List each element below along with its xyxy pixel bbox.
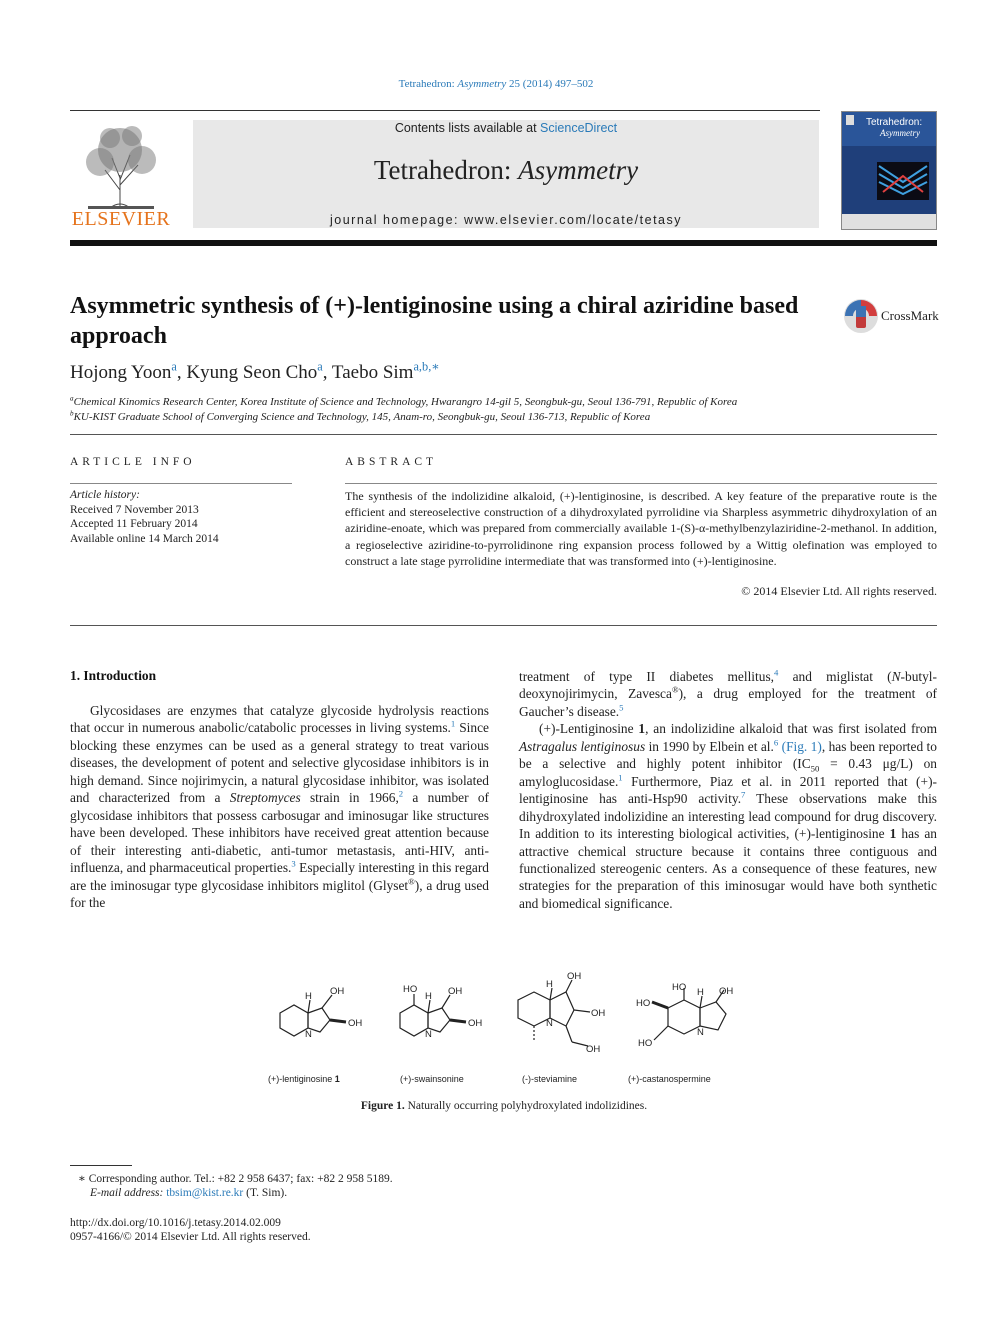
svg-text:N: N — [697, 1027, 704, 1038]
svg-text:N: N — [546, 1018, 553, 1029]
structure-steviamine — [518, 980, 590, 1046]
header-thick-rule — [70, 240, 937, 246]
article-history: Article history: Received 7 November 2013 Accepted 11 February 2014 Available online 14 March 2014 — [70, 489, 219, 545]
intro-left-column — [70, 702, 489, 911]
svg-text:OH: OH — [330, 986, 345, 997]
svg-text:HO: HO — [636, 998, 651, 1009]
article-info-label: ARTICLE INFO — [70, 456, 196, 468]
svg-text:OH: OH — [567, 971, 582, 982]
svg-text:OH: OH — [591, 1008, 606, 1019]
abstract-text: The synthesis of the indolizidine alkaloid, (+)-lentiginosine, is described. A key feature of the preparative route is the efficient and stereoselective construction of a dihydroxylated pyrrolidine via Sharpless asymmetric dihydroxylation of an aziridine-enoate, which was prepared from commercially available 1-(S)-α-methylbenzylaziridine-2-methanol. In addition, a regioselective aziridine-to-pyrrolidinone ring expansion process followed by a Wittig olefination was employed to construct a late stage pyrrolidine intermediate that was transformed into (+)-lentiginosine. — [345, 489, 937, 568]
journal-title: Tetrahedron: Asymmetry — [373, 155, 639, 185]
abstract-copyright: © 2014 Elsevier Ltd. All rights reserved. — [741, 584, 937, 598]
figure-reference-link[interactable]: (Fig. 1) — [781, 738, 822, 754]
header-rule — [70, 110, 820, 111]
svg-text:N: N — [425, 1029, 432, 1040]
cover-art-graphic — [877, 162, 929, 200]
crossmark-badge[interactable]: CrossMark — [843, 298, 943, 334]
structure-castanospermine — [652, 988, 726, 1040]
figure-1-structures — [260, 970, 740, 1095]
svg-text:H: H — [697, 987, 704, 998]
svg-text:OH: OH — [586, 1044, 601, 1055]
section-heading: 1. Introduction — [70, 668, 157, 683]
figure-caption: Figure 1. Naturally occurring polyhydroxylated indolizidines. — [360, 1100, 648, 1112]
article-title: Asymmetric synthesis of (+)-lentiginosine using a chiral aziridine based approach — [70, 293, 799, 349]
homepage-link[interactable]: www.elsevier.com/locate/tetasy — [464, 213, 683, 227]
email-note: E-mail address: tbsim@kist.re.kr (T. Sim). — [90, 1187, 288, 1199]
issn-line: 0957-4166/© 2014 Elsevier Ltd. All rights reserved. — [70, 1231, 311, 1243]
author-list: Hojong Yoon$^a$, Kyung Seon Cho$^a$, Taebo Sim$^{a,b,∗}$ — [70, 359, 440, 383]
svg-text:HO: HO — [403, 984, 418, 995]
abstract-rule — [345, 483, 937, 484]
svg-text:HO: HO — [672, 982, 687, 993]
email-link[interactable]: tbsim@kist.re.kr — [166, 1187, 244, 1199]
author-name[interactable]: Hojong Yoon — [70, 362, 172, 383]
structure-label: (+)-castanospermine — [628, 1074, 711, 1084]
abstract-label: ABSTRACT — [345, 456, 438, 468]
structure-swainsonine — [400, 994, 466, 1036]
svg-text:N: N — [305, 1029, 312, 1040]
publisher-wordmark: ELSEVIER — [71, 208, 171, 230]
contents-line: Contents lists available at ScienceDirect — [394, 121, 618, 135]
author-name[interactable]: Kyung Seon Cho — [186, 362, 318, 383]
sciencedirect-link[interactable]: ScienceDirect — [540, 121, 618, 135]
intro-paragraph: Glycosidases are enzymes that catalyze glycoside hydrolysis reactions that occur in numerous anabolic/catabolic processes in living systems.$^1$ Since blocking these enzymes can be used as a general strategy to treat various diseases, the development of potent and selective glycosidase inhibitors is in high demand. Since nojirimycin, a natural glycosidase inhibitor, was isolated and characterized from a Streptomyces strain in 1966,$^2$ a number of glycosidase inhibitors that possess carbosugar and iminosugar like structures have been developed. These inhibitors have received great attention because of their interesting anti-diabetic, anti-tumor metastasis, anti-HIV, anti-influenza, and pharmaceutical properties.$^3$ Especially interesting in this regard are the iminosugar type glycosidase inhibitors miglitol (Glyset®), a drug used for the — [70, 703, 489, 910]
journal-citation[interactable]: Tetrahedron: Asymmetry 25 (2014) 497–502 — [398, 78, 594, 90]
svg-text:H: H — [305, 991, 312, 1002]
svg-text:OH: OH — [468, 1018, 483, 1029]
intro-paragraph: (+)-Lentiginosine 1, an indolizidine alkaloid that was first isolated from Astragalus lentiginosus in 1990 by Elbein et al.$^6$ (Fig. 1), has been reported to be a selective and highly potent inhibitor ($IC_{50} = 0.43$ μg/L) on amyloglucosidase.$^1$ Furthermore, Piaz et al. in 2011 reported that (+)-lentiginosine has anti-Hsp90 activity.$^7$ These observations make this dihydroxylated indolizidine an interesting lead compound for drug discovery. In addition to its interesting biological activities, (+)-lentiginosine 1 has an attractive chemical structure because it contains three contiguous and functionalized stereogenic centers. As a consequence of these features, new strategies for the preparation of this iminosugar would have both synthetic and biomedical significance. — [519, 721, 937, 911]
affiliation-rule — [70, 434, 937, 435]
abstract-bottom-rule — [70, 625, 937, 626]
structure-label: (+)-swainsonine — [400, 1074, 464, 1084]
footnote-rule — [70, 1165, 132, 1166]
author-name[interactable]: Taebo Sim — [331, 362, 414, 383]
journal-cover: Tetrahedron: Asymmetry — [841, 111, 937, 230]
svg-text:H: H — [425, 991, 432, 1002]
svg-text:OH: OH — [719, 986, 734, 997]
intro-right-column — [519, 668, 937, 912]
structure-label: (+)-lentiginosine 1 — [268, 1074, 340, 1084]
affiliation-b: $^b$KU-KIST Graduate School of Converging Science and Technology, 145, Anam-ro, Seongbuk-gu, Seoul 136-713, Republic of Korea — [70, 409, 651, 423]
doi-link[interactable]: http://dx.doi.org/10.1016/j.tetasy.2014.02.009 — [70, 1217, 281, 1229]
svg-text:HO: HO — [638, 1038, 653, 1049]
article-info-rule — [70, 483, 292, 484]
crossmark-icon — [843, 298, 879, 334]
svg-text:OH: OH — [448, 986, 463, 997]
svg-text:H: H — [546, 979, 553, 990]
corresponding-author-note: ∗ Corresponding author. Tel.: +82 2 958 6437; fax: +82 2 958 5189. — [78, 1173, 393, 1185]
intro-paragraph: treatment of type II diabetes mellitus,$^4$ and miglistat (N-butyl-deoxynojirimycin, Zavesca®), a drug employed for the treatment of Gaucher’s disease.$^5$ — [519, 667, 937, 719]
structure-lentiginosine — [280, 995, 346, 1036]
journal-homepage: journal homepage: www.elsevier.com/locate/tetasy — [329, 213, 683, 227]
affiliation-a: $^a$Chemical Kinomics Research Center, Korea Institute of Science and Technology, Hwarangro 14-gil 5, Seongbuk-gu, Seoul 136-791, Republic of Korea — [70, 394, 738, 408]
svg-text:OH: OH — [348, 1018, 363, 1029]
structure-label: (-)-steviamine — [522, 1074, 578, 1084]
